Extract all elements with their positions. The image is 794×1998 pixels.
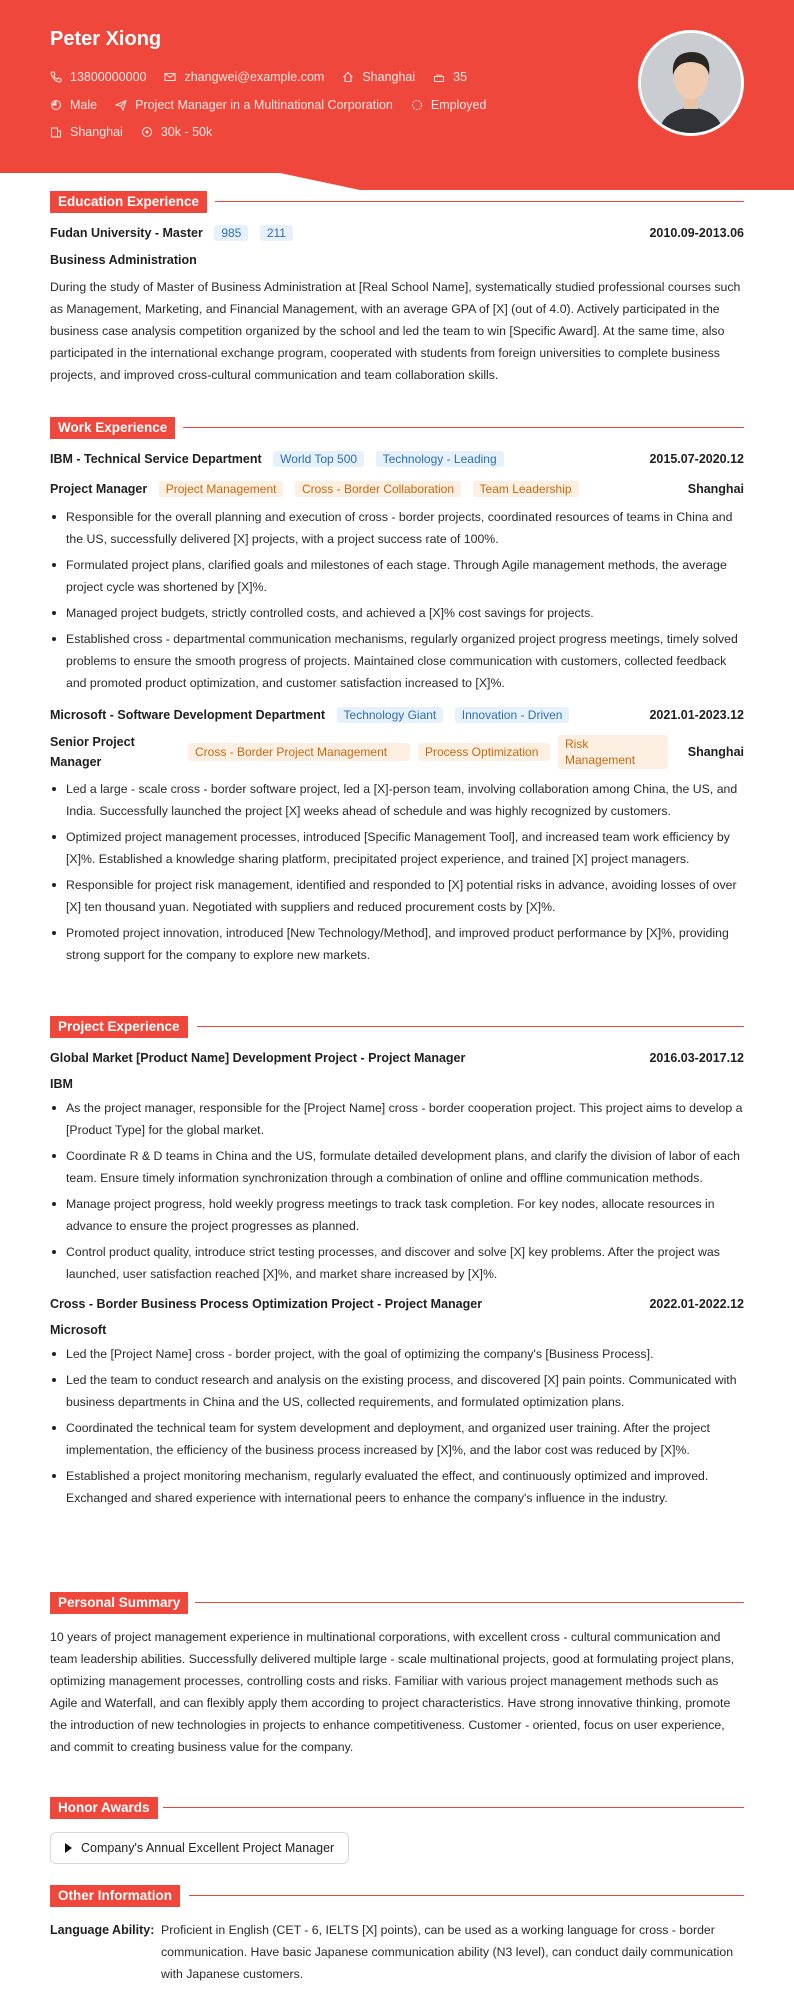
project-section: [50, 1016, 744, 1513]
section-divider: [189, 1895, 744, 1896]
honors-section: [50, 1797, 744, 1864]
project-entry: [50, 1293, 744, 1509]
section-label: Personal Summary: [50, 1592, 188, 1614]
company-tag: Innovation - Driven: [455, 707, 570, 723]
building-icon: [50, 126, 62, 138]
project-bullets: [50, 1343, 744, 1509]
email-text: zhangwei@example.com: [184, 70, 325, 84]
work-section-title: [50, 417, 744, 439]
profile-row: [50, 98, 504, 112]
other-section-title: [50, 1885, 744, 1907]
list-item: Established a project monitoring mechanism, regularly evaluated the effect, and continuously optimized and improved. Exchanged and shared experience with international peers to enhance the company's influence in the industry.: [50, 1465, 744, 1509]
age-icon: [433, 71, 445, 83]
position-item: [115, 98, 393, 112]
role-title: Senior Project Manager: [50, 735, 135, 769]
honors-section-title: [50, 1797, 744, 1819]
education-section-title: [50, 191, 744, 213]
contact-row: [50, 70, 485, 84]
list-item: Managed project budgets, strictly controlled costs, and achieved a [X]% cost savings for projects.: [50, 602, 744, 624]
section-label: Other Information: [50, 1885, 180, 1907]
education-section: [50, 191, 744, 386]
project-header-row: [50, 1047, 744, 1069]
section-divider: [197, 1026, 744, 1027]
honors-list: [50, 1832, 744, 1864]
summary-text: 10 years of project management experience in multinational corporations, with excellent cross - cultural communication and team leadership abilities. Successfully delivered multiple large - scale multinational projects, good at formulating project plans, optimizing management processes, controlling costs and risks. Familiar with various project management methods such as Agile and Waterfall, and can flexibly apply them according to project characteristics. Have strong innovative thinking, promote the introduction of new technologies in projects to enhance competitiveness. Customer - oriented, focus on user experience, and commit to creating business value for the company.: [50, 1630, 735, 1754]
job-header-row: [50, 704, 744, 726]
list-item: Responsible for project risk management, identified and responded to [X] potential risks in advance, avoiding losses of over [X] ten thousand yuan. Negotiated with suppliers and reduced procurement costs by [X]%.: [50, 874, 744, 918]
company-name: Microsoft - Software Development Department: [50, 708, 326, 722]
mail-icon: [164, 71, 176, 83]
section-divider: [163, 1807, 744, 1808]
project-date: 2016.03-2017.12: [649, 1051, 744, 1065]
target-city-item: [50, 125, 123, 139]
position-text: Project Manager in a Multinational Corporation: [135, 98, 393, 112]
project-entry: [50, 1047, 744, 1285]
section-divider: [215, 201, 744, 202]
list-item: Optimized project management processes, introduced [Specific Management Tool], and increased team work efficiency by [X]%. Established a knowledge sharing platform, precipitated project experience, and trained [X] project managers.: [50, 826, 744, 870]
list-item: Led the [Project Name] cross - border project, with the goal of optimizing the company's [Business Process].: [50, 1343, 744, 1365]
company-name: IBM - Technical Service Department: [50, 452, 262, 466]
section-divider: [195, 1602, 744, 1603]
award-item[interactable]: [50, 1832, 349, 1864]
status-text: Employed: [430, 98, 487, 112]
salary-item: [141, 125, 212, 139]
list-item: Led the team to conduct research and analysis on the existing process, and discovered [X] pain points. Communicated with business departments in China and the US, collected requirements, and formulated optimization plans.: [50, 1369, 744, 1413]
list-item: Promoted project innovation, introduced [New Technology/Method], and improved product performance by [X]%, providing strong support for the company to explore new markets.: [50, 922, 744, 966]
project-section-title: [50, 1016, 744, 1038]
job-bullets: [50, 778, 744, 966]
summary-section-title: [50, 1592, 744, 1614]
job-date: 2021.01-2023.12: [649, 708, 744, 722]
language-text: Proficient in English (CET - 6, IELTS [X] points), can be used as a working language for cross - border communication. Have basic Japanese communication ability (N3 level), can conduct daily communication with Japanese customers.: [161, 1923, 734, 1981]
role-row: [50, 478, 744, 500]
phone-item: [50, 70, 146, 84]
list-item: Led a large - scale cross - border software project, led a [X]-person team, involving collaboration among China, the US, and India. Successfully launched the project [X] weeks ahead of schedule and was highly recognized by customers.: [50, 778, 744, 822]
school-tag: 211: [260, 225, 293, 241]
status-item: [411, 98, 487, 112]
section-label: Honor Awards: [50, 1797, 158, 1819]
project-header-row: [50, 1293, 744, 1315]
city-text: Shanghai: [362, 70, 416, 84]
list-item: Manage project progress, hold weekly progress meetings to track task completion. For key nodes, allocate resources in advance to ensure the project progresses as planned.: [50, 1193, 744, 1237]
summary-section: [50, 1592, 744, 1758]
project-bullets: [50, 1097, 744, 1285]
avatar-portrait: [641, 33, 741, 133]
job-entry: [50, 448, 744, 694]
education-description: During the study of Master of Business Administration at [Real School Name], systematically studied professional courses such as Management, Marketing, and Financial Management, with an average GPA of [X] (out of 4.0). Actively participated in the business case analysis competition organized by the school and led the team to win [Specific Award]. At the same time, also participated in the international exchange program, cooperated with students from foreign universities to complete business projects, and improved cross-cultural communication and team collaboration skills.: [50, 280, 741, 382]
section-label: Project Experience: [50, 1016, 188, 1038]
phone-text: 13800000000: [70, 70, 147, 84]
school-tag: 985: [214, 225, 248, 241]
resume-header: [0, 0, 794, 190]
skill-tag: Cross - Border Collaboration: [295, 481, 461, 497]
status-icon: [411, 99, 423, 111]
list-item: Control product quality, introduce strict testing processes, and discover and solve [X] key problems. After the project was launched, user satisfaction reached [X]%, and market share increased by [X]%.: [50, 1241, 744, 1285]
education-header-row: [50, 222, 744, 244]
target-icon: [141, 126, 153, 138]
list-item: As the project manager, responsible for the [Project Name] cross - border cooperation project. This project aims to develop a [Product Type] for the global market.: [50, 1097, 744, 1141]
list-item: Formulated project plans, clarified goals and milestones of each stage. Through Agile management methods, the average project cycle was shortened by [X]%.: [50, 554, 744, 598]
job-location: Shanghai: [687, 482, 744, 496]
other-section: [50, 1885, 744, 1985]
list-item: Responsible for the overall planning and execution of cross - border projects, coordinated resources of teams in China and the US, successfully delivered [X] projects, with a project success rate of 100%.: [50, 506, 744, 550]
email-item: [164, 70, 324, 84]
gender-item: [50, 98, 97, 112]
job-bullets: [50, 506, 744, 694]
work-section: [50, 417, 744, 970]
send-icon: [115, 99, 127, 111]
target-row: [50, 125, 230, 139]
job-header-row: [50, 448, 744, 470]
award-label: Company's Annual Excellent Project Manager: [81, 1841, 335, 1855]
project-name: Global Market [Product Name] Development Project - Project Manager: [50, 1051, 466, 1065]
list-item: Coordinated the technical team for system development and deployment, and organized user training. After the project implementation, the efficiency of the business process increased by [X]%, and the labor cost was reduced by [X]%.: [50, 1417, 744, 1461]
gender-icon: [50, 99, 62, 111]
company-tag: Technology Giant: [337, 707, 444, 723]
education-date: 2010.09-2013.06: [649, 226, 744, 240]
project-name: Cross - Border Business Process Optimization Project - Project Manager: [50, 1297, 483, 1311]
section-divider: [183, 427, 744, 428]
job-date: 2015.07-2020.12: [649, 452, 744, 466]
project-org: IBM: [50, 1077, 73, 1091]
list-item: Coordinate R & D teams in China and the US, formulate detailed development plans, and clarify the division of labor of each team. Ensure timely information synchronization through a combination of online and offline communication methods.: [50, 1145, 744, 1189]
language-label: Language Ability:: [50, 1923, 155, 1937]
target-city-text: Shanghai: [70, 125, 123, 139]
age-item: [433, 70, 467, 84]
project-date: 2022.01-2022.12: [649, 1297, 744, 1311]
section-label: Work Experience: [50, 417, 175, 439]
company-tag: Technology - Leading: [376, 451, 504, 467]
skill-tag: Risk Management: [558, 735, 668, 769]
language-row: [50, 1919, 744, 1985]
school-name: Fudan University - Master: [50, 226, 203, 240]
skill-tag: Team Leadership: [473, 481, 579, 497]
phone-icon: [50, 71, 62, 83]
avatar: [638, 30, 744, 136]
city-item: [342, 70, 415, 84]
skill-tag: Process Optimization: [418, 743, 550, 761]
job-entry: [50, 704, 744, 966]
role-title: Project Manager: [50, 482, 148, 496]
expand-triangle-icon: [65, 1843, 72, 1853]
candidate-name: Peter Xiong: [50, 28, 162, 50]
skill-tag: Project Management: [159, 481, 284, 497]
list-item: Established cross - departmental communication mechanisms, regularly organized project progress meetings, timely solved problems to ensure the smooth progress of projects. Maintained close communication with customers, collected feedback and promoted product optimization, and customer satisfaction increased to [X]%.: [50, 628, 744, 694]
home-icon: [342, 71, 354, 83]
role-row: [50, 732, 744, 772]
skill-tag: Cross - Border Project Management: [188, 743, 410, 761]
salary-text: 30k - 50k: [160, 125, 213, 139]
company-tag: World Top 500: [273, 451, 364, 467]
gender-text: Male: [70, 98, 98, 112]
project-org: Microsoft: [50, 1323, 107, 1337]
section-label: Education Experience: [50, 191, 207, 213]
job-location: Shanghai: [687, 745, 744, 759]
major-name: Business Administration: [50, 253, 197, 267]
age-text: 35: [453, 70, 468, 84]
